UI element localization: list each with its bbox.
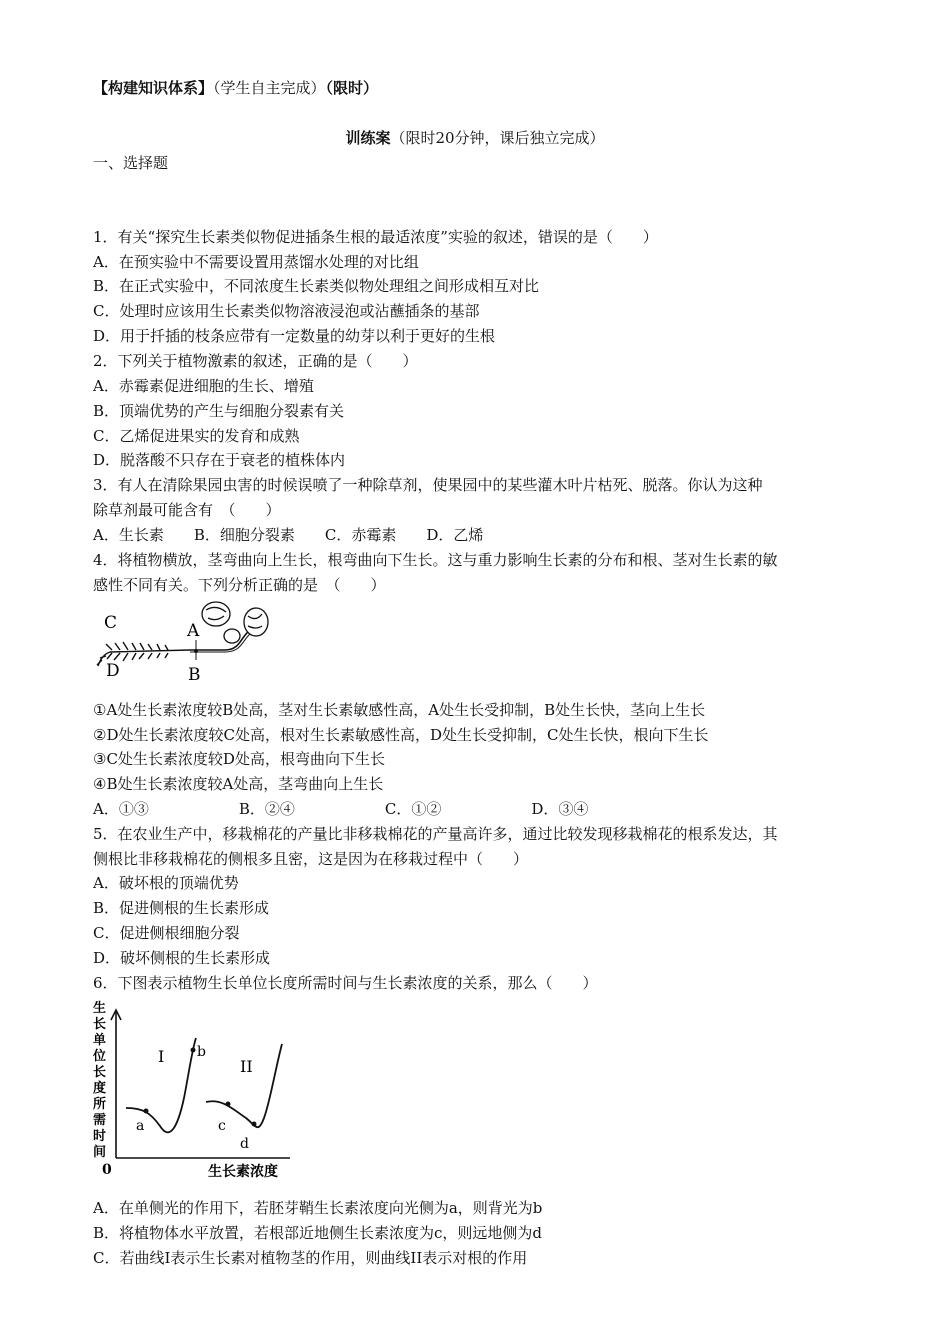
q4-stem-2: 感性不同有关。下列分析正确的是 （ ） bbox=[93, 576, 386, 594]
q4-statement-1: ①A处生长素浓度较B处高，茎对生长素敏感性高，A处生长受抑制，B处生长快，茎向上生长 bbox=[93, 701, 706, 719]
q3-stem-1: 3．有人在清除果园虫害的时候误喷了一种除草剂，使果园中的某些灌木叶片枯死、脱落。你认为这种 bbox=[93, 476, 763, 494]
svg-text:长: 长 bbox=[93, 1017, 107, 1032]
q1-option-d: D．用于扦插的枝条应带有一定数量的幼芽以利于更好的生根 bbox=[93, 327, 496, 345]
q2-option-b: B．顶端优势的产生与细胞分裂素有关 bbox=[93, 402, 345, 420]
q1-option-b: B．在正式实验中，不同浓度生长素类似物处理组之间形成相互对比 bbox=[93, 277, 540, 295]
header-note-1: （学生自主完成） bbox=[213, 79, 326, 97]
q6-option-b: B．将植物体水平放置，若根部近地侧生长素浓度为c，则远地侧为d bbox=[93, 1224, 543, 1242]
q1-option-c: C．处理时应该用生长素类似物溶液浸泡或沾蘸插条的基部 bbox=[93, 302, 480, 320]
q3-options: A．生长素 B．细胞分裂素 C．赤霉素 D．乙烯 bbox=[93, 526, 484, 544]
svg-text:间: 间 bbox=[93, 1145, 107, 1160]
point-a bbox=[144, 1109, 149, 1114]
q2-option-d: D．脱落酸不只存在于衰老的植株体内 bbox=[93, 451, 346, 469]
q5-option-d: D．破坏侧根的生长素形成 bbox=[93, 949, 271, 967]
horizontal-plant-figure bbox=[90, 600, 290, 686]
label-b: b bbox=[197, 1044, 206, 1060]
q5-option-b: B．促进侧根的生长素形成 bbox=[93, 899, 270, 917]
auxin-graph-figure bbox=[90, 998, 300, 1183]
q5-option-c: C．促进侧根细胞分裂 bbox=[93, 924, 240, 942]
q2-option-a: A．赤霉素促进细胞的生长、增殖 bbox=[93, 377, 314, 395]
fig-label-c: C bbox=[104, 613, 118, 633]
q5-stem-1: 5．在农业生产中，移栽棉花的产量比非移栽棉花的产量高许多，通过比较发现移栽棉花的根系发达，其 bbox=[93, 825, 778, 843]
graph-origin: 0 bbox=[102, 1162, 112, 1178]
section-heading: 一、选择题 bbox=[93, 154, 169, 172]
point-b bbox=[191, 1048, 196, 1053]
header-note-2: （限时） bbox=[325, 79, 379, 97]
label-c: c bbox=[218, 1118, 226, 1134]
header-bracket-title: 【构建知识体系】 bbox=[93, 79, 214, 97]
training-title: 训练案 bbox=[345, 129, 391, 147]
leaf-cluster bbox=[202, 602, 268, 643]
svg-text:时: 时 bbox=[93, 1129, 107, 1144]
label-a: a bbox=[136, 1118, 145, 1134]
q1-option-a: A．在预实验中不需要设置用蒸馏水处理的对比组 bbox=[93, 253, 419, 271]
q4-statement-3: ③C处生长素浓度较D处高，根弯曲向下生长 bbox=[93, 750, 385, 768]
q2-option-c: C．乙烯促进果实的发育和成熟 bbox=[93, 427, 300, 445]
curve-2-label: II bbox=[240, 1057, 253, 1076]
svg-text:所: 所 bbox=[93, 1097, 107, 1112]
q2-stem: 2．下列关于植物激素的叙述，正确的是（ ） bbox=[93, 352, 418, 370]
fig-label-a: A bbox=[187, 621, 200, 641]
q4-statement-2: ②D处生长素浓度较C处高，根对生长素敏感性高，D处生长受抑制，C处生长快，根向下生长 bbox=[93, 726, 709, 744]
svg-text:位: 位 bbox=[93, 1049, 107, 1064]
q5-stem-2: 侧根比非移栽棉花的侧根多且密，这是因为在移栽过程中（ ） bbox=[93, 850, 529, 868]
curve-1-label: I bbox=[158, 1047, 165, 1066]
svg-text:生: 生 bbox=[93, 1001, 107, 1016]
svg-text:单: 单 bbox=[93, 1033, 107, 1048]
q1-stem: 1．有关“探究生长素类似物促进插条生根的最适浓度”实验的叙述，错误的是（ ） bbox=[93, 228, 658, 246]
q6-option-c: C．若曲线I表示生长素对植物茎的作用，则曲线II表示对根的作用 bbox=[93, 1249, 528, 1267]
label-d: d bbox=[240, 1136, 249, 1152]
q3-stem-2: 除草剂最可能含有 （ ） bbox=[93, 501, 281, 519]
point-d bbox=[252, 1122, 257, 1127]
graph-ylabel bbox=[92, 1000, 106, 1160]
q4-stem-1: 4．将植物横放，茎弯曲向上生长，根弯曲向下生长。这与重力影响生长素的分布和根、茎对生长素的敏 bbox=[93, 551, 778, 569]
training-subtitle: （限时20分钟，课后独立完成） bbox=[390, 129, 605, 147]
q4-statement-4: ④B处生长素浓度较A处高，茎弯曲向上生长 bbox=[93, 775, 384, 793]
q4-options: A．①③ B．②④ C．①② D．③④ bbox=[93, 800, 589, 818]
graph-xlabel: 生长素浓度 bbox=[208, 1164, 278, 1180]
svg-text:长: 长 bbox=[93, 1065, 107, 1080]
q6-stem: 6．下图表示植物生长单位长度所需时间与生长素浓度的关系，那么（ ） bbox=[93, 974, 598, 992]
q6-option-a: A．在单侧光的作用下，若胚芽鞘生长素浓度向光侧为a，则背光为b bbox=[93, 1199, 543, 1217]
training-title-line bbox=[0, 126, 950, 150]
fig-label-d: D bbox=[106, 661, 120, 681]
point-c bbox=[226, 1102, 231, 1107]
header-line bbox=[93, 76, 378, 100]
svg-text:需: 需 bbox=[93, 1113, 107, 1128]
svg-text:度: 度 bbox=[93, 1081, 107, 1096]
q5-option-a: A．破坏根的顶端优势 bbox=[93, 874, 239, 892]
fig-label-b: B bbox=[188, 665, 201, 685]
